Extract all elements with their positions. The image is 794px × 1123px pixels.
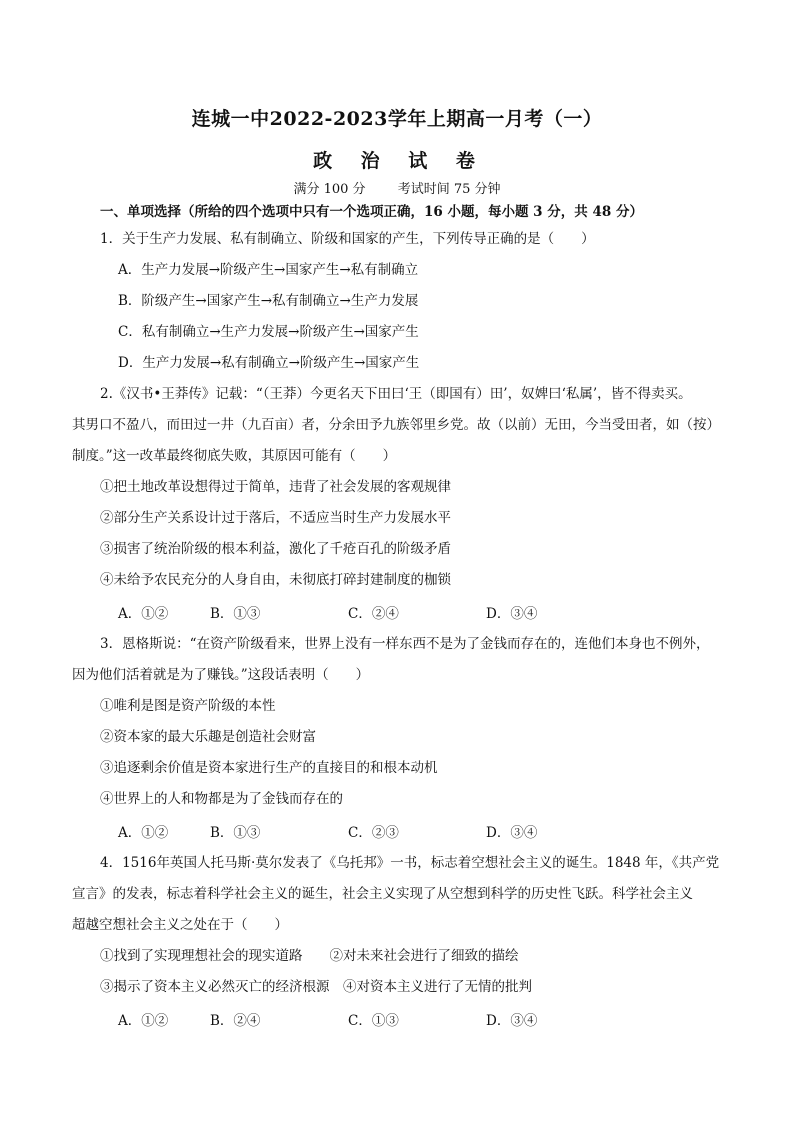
- q2-choice-a: A．①②: [118, 606, 169, 622]
- q2-choice-d: D．③④: [486, 606, 538, 622]
- exam-subject: 政 治 试 卷: [313, 150, 481, 172]
- q1-option-a: A．生产力发展→阶级产生→国家产生→私有制确立: [118, 262, 419, 278]
- q3-statement-2: ②资本家的最大乐趣是创造社会财富: [100, 729, 316, 745]
- q2-stem-line1: 2.《汉书•王莽传》记载：“（王莽）今更名天下田曰‘王（即国有）田’，奴婢曰‘私属’，皆不得卖买。: [100, 386, 692, 402]
- q4-stem-line3: 超越空想社会主义之处在于（ ）: [72, 917, 288, 933]
- q3-choice-c: C．②③: [348, 825, 399, 841]
- q3-stem-line2: 因为他们活着就是为了赚钱。”这段话表明（ ）: [72, 667, 370, 683]
- q2-statement-3: ③损害了统治阶级的根本利益，激化了千疮百孔的阶级矛盾: [100, 541, 451, 557]
- q2-choice-b: B．①③: [210, 606, 261, 622]
- q4-choice-c: C．①③: [348, 1013, 399, 1029]
- q1-option-b: B．阶级产生→国家产生→私有制确立→生产力发展: [118, 293, 419, 309]
- exam-time: 考试时间 75 分钟: [397, 182, 501, 197]
- q4-statement-row-2: ③揭示了资本主义必然灭亡的经济根源 ④对资本主义进行了无情的批判: [100, 979, 532, 995]
- q3-choice-a: A．①②: [118, 825, 169, 841]
- q2-choices: [0, 602, 794, 620]
- q4-choice-d: D．③④: [486, 1013, 538, 1029]
- q3-choice-d: D．③④: [486, 825, 538, 841]
- q3-statement-4: ④世界上的人和物都是为了金钱而存在的: [100, 791, 343, 807]
- q1-stem: 1．关于生产力发展、私有制确立、阶级和国家的产生，下列传导正确的是（ ）: [100, 231, 595, 247]
- q4-stem-line1: 4．1516年英国人托马斯·莫尔发表了《乌托邦》一书，标志着空想社会主义的诞生。1848 年，《共产党: [100, 855, 720, 871]
- q1-option-c: C．私有制确立→生产力发展→阶级产生→国家产生: [118, 324, 419, 340]
- q4-choice-a: A．①②: [118, 1013, 169, 1029]
- q3-choices: [0, 821, 794, 839]
- q3-statement-3: ③追逐剩余价值是资本家进行生产的直接目的和根本动机: [100, 760, 438, 776]
- q1-option-d: D．生产力发展→私有制确立→阶级产生→国家产生: [118, 355, 420, 371]
- q2-statement-1: ①把土地改革设想得过于简单，违背了社会发展的客观规律: [100, 479, 451, 495]
- q3-statement-1: ①唯利是图是资产阶级的本性: [100, 698, 276, 714]
- exam-meta: [0, 178, 794, 197]
- q4-choices: [0, 1009, 794, 1027]
- q2-statement-2: ②部分生产关系设计过于落后，不适应当时生产力发展水平: [100, 510, 451, 526]
- q3-stem-line1: 3．恩格斯说：“在资产阶级看来，世界上没有一样东西不是为了金钱而存在的，连他们本身也不例外，: [100, 636, 710, 652]
- q4-statement-row-1: ①找到了实现理想社会的现实道路 ②对未来社会进行了细致的描绘: [100, 948, 519, 964]
- q4-choice-b: B．②④: [210, 1013, 261, 1029]
- q2-stem-line2: 其男口不盈八，而田过一井（九百亩）者，分余田予九族邻里乡党。故（以前）无田，今当受田者，如（按）: [72, 417, 720, 433]
- q2-statement-4: ④未给予农民充分的人身自由，未彻底打碎封建制度的枷锁: [100, 572, 451, 588]
- section-heading: 一、单项选择（所给的四个选项中只有一个选项正确，16 小题，每小题 3 分，共 48 分）: [100, 204, 643, 220]
- q4-stem-line2: 宣言》的发表，标志着科学社会主义的诞生，社会主义实现了从空想到科学的历史性飞跃。科学社会主义: [72, 886, 693, 902]
- q2-choice-c: C．②④: [348, 606, 399, 622]
- full-score: 满分 100 分: [293, 182, 366, 197]
- exam-title: 连城一中2022-2023学年上期高一月考（一）: [191, 108, 603, 130]
- q3-choice-b: B．①③: [210, 825, 261, 841]
- q2-stem-line3: 制度。”这一改革最终彻底失败，其原因可能有（ ）: [72, 448, 397, 464]
